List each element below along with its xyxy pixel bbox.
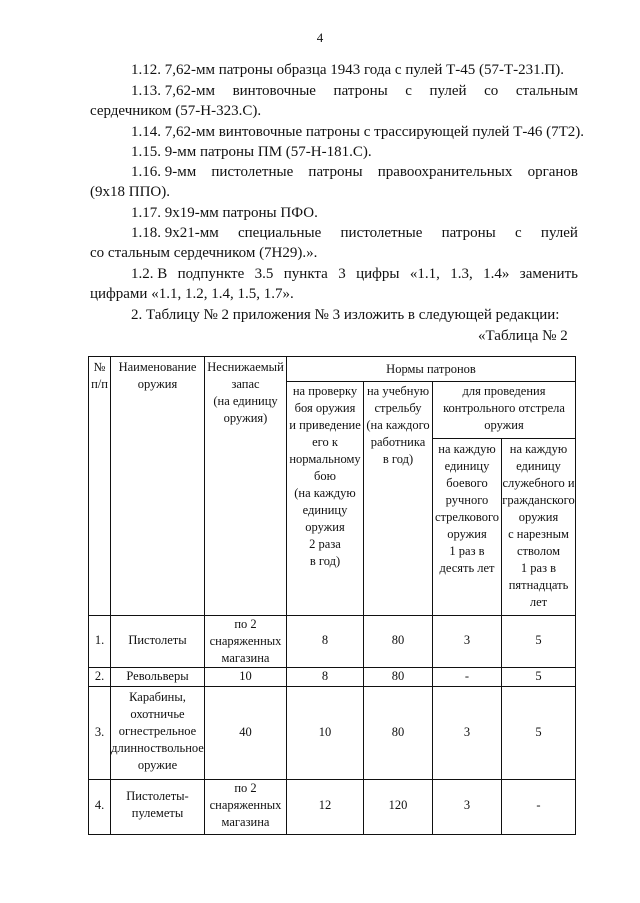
header-line: единицу: [302, 503, 348, 517]
paragraph-1-2-line-2: цифрами «1.1, 1.2, 1.4, 1.5, 1.7».: [90, 286, 294, 302]
cell-line: оружие: [137, 758, 178, 772]
word: органов: [527, 164, 578, 180]
header-line: лет: [529, 595, 548, 609]
header-line: п/п: [91, 377, 108, 391]
word: 3.5: [254, 266, 274, 282]
paragraph-1-13-line-2: сердечником (57-Н-323.С).: [90, 103, 262, 119]
header-line: оружия): [223, 411, 268, 425]
row-3-civil: 5: [535, 725, 542, 739]
cell-line: Карабины,: [129, 690, 186, 704]
header-line: оружия: [305, 520, 345, 534]
header-line: (на каждого: [366, 418, 430, 432]
row-3-num: 3.: [94, 725, 105, 739]
word: винтовочные: [232, 83, 316, 99]
header-combat: [432, 441, 502, 577]
row-2-civil: 5: [535, 669, 542, 683]
row-3-name: [110, 689, 205, 774]
header-training: [363, 383, 433, 468]
row-1-reserve: [204, 616, 287, 667]
header-line: Наименование: [118, 360, 197, 374]
word: с: [405, 83, 412, 99]
header-reserve: [204, 359, 287, 427]
header-line: оружия: [447, 527, 487, 541]
paragraph-1-16-line-1: [131, 162, 578, 182]
header-line: на каждую: [509, 442, 568, 456]
cell-line: Пистолеты-: [126, 789, 189, 803]
header-norms: Нормы патронов: [386, 362, 476, 376]
row-1-name: Пистолеты: [128, 633, 187, 647]
word: патроны: [333, 83, 388, 99]
row-4-reserve: [204, 780, 287, 831]
row-2-num: 2.: [94, 669, 105, 683]
paragraph-1-17: 1.17. 9х19-мм патроны ПФО.: [131, 205, 318, 221]
header-line: боевого: [446, 476, 488, 490]
word: пулей: [429, 83, 467, 99]
header-line: для проведения: [462, 384, 546, 398]
header-line: на учебную: [366, 384, 430, 398]
row-4-civil: -: [536, 798, 541, 812]
word: 1.2. В: [131, 266, 168, 282]
header-line: стрельбу: [374, 401, 422, 415]
word: со: [484, 83, 499, 99]
row-1-num: 1.: [94, 633, 105, 647]
word: подпункте: [177, 266, 245, 282]
paragraph-1-2-line-1: [131, 264, 578, 284]
cell-line: по 2: [234, 781, 257, 795]
header-line: пятнадцать: [508, 578, 569, 592]
header-line: Неснижаемый: [207, 360, 284, 374]
paragraph-1-18-line-1: [131, 223, 578, 243]
table-rule: [88, 834, 576, 835]
page-number: 4: [316, 30, 324, 45]
header-control: [432, 383, 576, 434]
word: патроны: [441, 225, 496, 241]
cell-line: по 2: [234, 617, 257, 631]
row-2-reserve: 10: [239, 669, 252, 683]
word: пистолетные: [211, 164, 294, 180]
cell-line: магазина: [221, 815, 270, 829]
word: 1.3,: [450, 266, 473, 282]
cell-line: магазина: [221, 651, 270, 665]
header-line: 1 раз в: [520, 561, 557, 575]
header-line: и приведение: [289, 418, 361, 432]
word: пистолетные: [340, 225, 423, 241]
word: цифры: [356, 266, 400, 282]
row-4-name: [110, 788, 205, 822]
word: патроны: [308, 164, 363, 180]
word: 3: [338, 266, 346, 282]
cell-line: снаряженных: [209, 634, 282, 648]
paragraph-1-15: 1.15. 9-мм патроны ПМ (57-Н-181.С).: [131, 144, 372, 160]
table-rule: [88, 356, 576, 357]
header-line: оружия: [518, 510, 559, 524]
word: 1.13. 7,62-мм: [131, 83, 215, 99]
cell-line: пулеметы: [131, 806, 184, 820]
table-rule: [88, 779, 576, 780]
row-2-name: Револьверы: [126, 669, 189, 683]
header-line: единицу: [444, 459, 490, 473]
paragraph-2: 2. Таблицу № 2 приложения № 3 изложить в следующей редакции:: [131, 307, 560, 323]
header-line: единицу: [516, 459, 561, 473]
word: стальным: [515, 83, 578, 99]
paragraph-1-12: 1.12. 7,62-мм патроны образца 1943 года с пулей Т-45 (57-Т-231.П).: [131, 62, 564, 78]
row-2-combat: -: [464, 669, 470, 683]
header-line: служебного и: [502, 476, 575, 490]
header-line: в год): [309, 554, 341, 568]
word: с: [515, 225, 522, 241]
header-line: запас: [231, 377, 260, 391]
header-line: стрелкового: [434, 510, 500, 524]
row-4-training: 120: [388, 798, 408, 812]
word: пункта: [283, 266, 328, 282]
header-line: его к: [312, 435, 338, 449]
row-1-civil: 5: [535, 633, 542, 647]
header-line: на проверку: [292, 384, 358, 398]
header-line: (на каждую: [294, 486, 356, 500]
cell-line: охотничье: [130, 707, 185, 721]
row-1-combat: 3: [463, 633, 471, 647]
header-line: 2 раза: [309, 537, 341, 551]
header-line: №: [93, 360, 106, 374]
row-3-training: 80: [391, 725, 405, 739]
word: правоохранительных: [377, 164, 513, 180]
header-line: гражданского: [502, 493, 575, 507]
header-line: 1 раз в: [449, 544, 485, 558]
header-line: ручного: [445, 493, 489, 507]
header-line: на каждую: [438, 442, 496, 456]
header-line: нормальному: [289, 452, 361, 466]
word: специальные: [237, 225, 322, 241]
header-civil: [501, 441, 576, 611]
header-line: (на единицу: [213, 394, 278, 408]
header-line: в год): [382, 452, 414, 466]
header-check: [286, 383, 364, 570]
row-1-training: 80: [391, 633, 405, 647]
row-1-check: 8: [321, 633, 329, 647]
table-rule: [88, 615, 576, 616]
word: 1.4»: [483, 266, 510, 282]
paragraph-1-14: 1.14. 7,62-мм винтовочные патроны с трассирующей пулей Т-46 (7Т2).: [131, 124, 585, 140]
row-4-num: 4.: [94, 798, 105, 812]
header-line: контрольного отстрела: [443, 401, 565, 415]
header-line: боя оружия: [294, 401, 356, 415]
row-3-combat: 3: [463, 725, 471, 739]
header-line: оружия: [484, 418, 524, 432]
table-caption: «Таблица № 2: [478, 328, 568, 344]
table-rule: [286, 381, 576, 382]
header-line: оружия: [137, 377, 178, 391]
word: 1.18. 9х21-мм: [131, 225, 219, 241]
paragraph-1-16-line-2: (9х18 ППО).: [90, 184, 170, 200]
header-num: [88, 359, 111, 393]
paragraph-1-18-line-2: со стальным сердечником (7Н29).».: [90, 245, 318, 261]
word: пулей: [540, 225, 578, 241]
cell-line: огнестрельное: [118, 724, 197, 738]
word: 1.16. 9-мм: [131, 164, 197, 180]
row-2-check: 8: [321, 669, 329, 683]
header-line: стволом: [516, 544, 561, 558]
row-4-combat: 3: [463, 798, 471, 812]
table-rule: [88, 356, 89, 835]
header-line: с нарезным: [508, 527, 569, 541]
header-name: [110, 359, 205, 393]
table-rule: [88, 686, 576, 687]
cell-line: длинноствольное: [111, 741, 204, 755]
word: заменить: [519, 266, 578, 282]
header-line: десять лет: [439, 561, 495, 575]
header-line: работника: [370, 435, 426, 449]
paragraph-1-13-line-1: [131, 81, 578, 101]
row-3-reserve: 40: [239, 725, 252, 739]
word: «1.1,: [409, 266, 440, 282]
row-2-training: 80: [391, 669, 405, 683]
table-rule: [432, 438, 576, 439]
header-line: бою: [314, 469, 336, 483]
row-3-check: 10: [318, 725, 332, 739]
row-4-check: 12: [318, 798, 332, 812]
cell-line: снаряженных: [209, 798, 282, 812]
